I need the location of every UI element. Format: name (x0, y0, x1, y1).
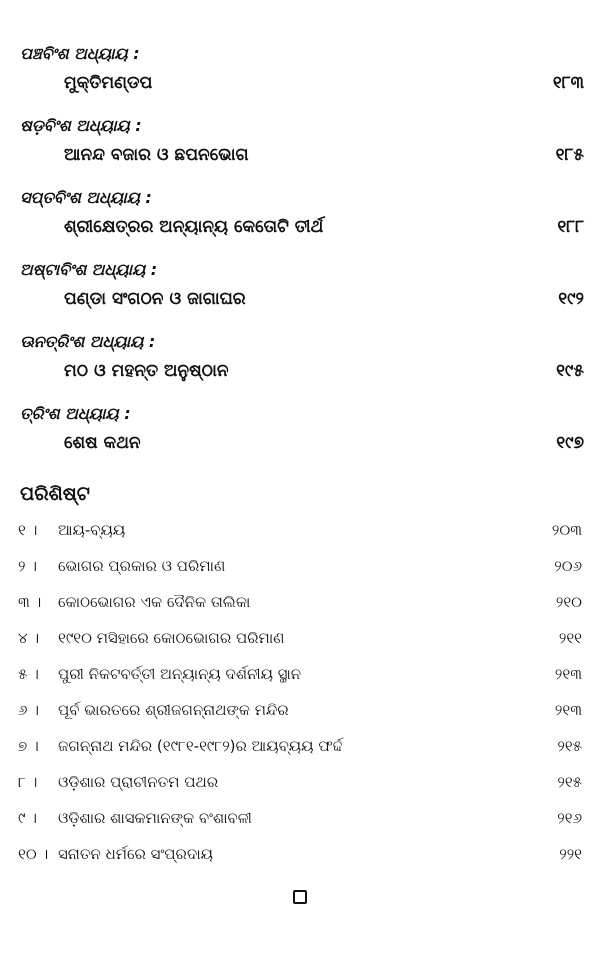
appendix-item-title: ପୂର୍ବ ଭାରତରେ ଶ୍ରୀଜଗନ୍ନାଥଙ୍କ ମନ୍ଦିର (58, 701, 289, 719)
appendix-item (0, 663, 600, 687)
appendix-item-title: ଓଡ଼ିଶାର ଶାସକମାନଙ୍କ ବଂଶାବଳୀ (58, 809, 252, 827)
appendix-item-number: ୧୦ । (18, 845, 49, 863)
chapter-page-number: ୧୯୫ (556, 361, 584, 381)
appendix-item-title: କୋଠଭୋଗର ଏକ ଦୈନିକ ତାଲିକା (58, 593, 251, 611)
appendix-item-number: ୪ । (18, 629, 40, 647)
appendix-item-title: ଆୟ-ବ୍ୟୟ (58, 521, 126, 539)
appendix-item (0, 591, 600, 615)
appendix-item-page: ୨୦୬ (554, 557, 582, 575)
appendix-item-number: ୫ । (18, 665, 39, 683)
appendix-item-page: ୨୧୦ (555, 593, 582, 611)
end-square-icon (293, 890, 307, 904)
appendix-item (0, 735, 600, 759)
appendix-item-title: ସନାତନ ଧର୍ମରେ ସଂପ୍ରଦାୟ (58, 845, 214, 863)
appendix-item-page: ୨୧୧ (558, 629, 582, 647)
appendix-item-title: ୧୯୧୦ ମସିହାରେ କୋଠଭୋଗର ପରିମାଣ (58, 629, 285, 647)
chapter-title: ମଠ ଓ ମହନ୍ତ ଅନୁଷ୍ଠାନ (64, 361, 229, 381)
appendix-item-number: ୧ । (18, 521, 38, 539)
appendix-item-number: ୭ । (18, 737, 39, 755)
chapter-title: ଶ୍ରୀକ୍ଷେତ୍ରର ଅନ୍ୟାନ୍ୟ କେତୋଟି ତୀର୍ଥ (64, 217, 324, 237)
chapter-heading: ଊନତ୍ରିଂଶ ଅଧ୍ୟାୟ : (20, 332, 156, 351)
chapter-entry-25 (0, 44, 600, 116)
appendix-item-title: ଜଗନ୍ନାଥ ମନ୍ଦିର (୧୯୮୧-୧୯୮୨)ର ଆୟବ୍ୟୟ ଫର୍ଦ୍ଦ (58, 737, 343, 755)
appendix-item-page: ୨୦୩ (551, 521, 582, 539)
chapter-page-number: ୧୯୭ (556, 433, 584, 453)
chapter-page-number: ୧୮୩ (552, 73, 584, 93)
chapter-entry-29 (0, 332, 600, 404)
chapter-entry-26 (0, 116, 600, 188)
chapter-entry-28 (0, 260, 600, 332)
appendix-item (0, 771, 600, 795)
chapter-page-number: ୧୮୫ (555, 145, 584, 165)
appendix-item-title: ଓଡ଼ିଶାର ପ୍ରାଚୀନତମ ପଥର (58, 773, 219, 791)
chapter-page-number: ୧୯୨ (558, 289, 584, 309)
appendix-item (0, 843, 600, 867)
chapter-heading: ପଞ୍ଚବିଂଶ ଅଧ୍ୟାୟ : (20, 44, 140, 63)
appendix-item-number: ୯ । (18, 809, 37, 827)
appendix-item (0, 519, 600, 543)
appendix-item-page: ୨୧୫ (557, 737, 582, 755)
chapter-heading: ଅଷ୍ଟାବିଂଶ ଅଧ୍ୟାୟ : (20, 260, 158, 279)
appendix-item-number: ୬ । (18, 701, 39, 719)
appendix-item-title: ଭୋଗର ପ୍ରକାର ଓ ପରିମାଣ (58, 557, 226, 575)
appendix-item-number: ୩ । (18, 593, 42, 611)
chapter-entry-30 (0, 404, 600, 476)
appendix-item-page: ୨୨୧ (559, 845, 582, 863)
appendix-item-page: ୨୧୫ (557, 773, 582, 791)
appendix-item-title: ପୁରୀ ନିକଟବର୍ତ୍ତୀ ଅନ୍ୟାନ୍ୟ ଦର୍ଶନୀୟ ସ୍ଥାନ (58, 665, 302, 683)
appendix-title: ପରିଶିଷ୍ଟ (20, 483, 90, 505)
appendix-item (0, 807, 600, 831)
chapter-page-number: ୧୮୮ (557, 217, 584, 237)
chapter-title: ଆନନ୍ଦ ବଜାର ଓ ଛପନଭୋଗ (64, 145, 249, 165)
chapter-title: ପଣ୍ଡା ସଂଗଠନ ଓ ଜାଗାଘର (64, 289, 246, 309)
appendix-item-page: ୨୧୬ (557, 809, 582, 827)
chapter-heading: ସପ୍ତବିଂଶ ଅଧ୍ୟାୟ : (20, 188, 152, 207)
appendix-item (0, 555, 600, 579)
appendix-item-number: ୮ । (18, 773, 38, 791)
chapter-heading: ଷଡ଼ବିଂଶ ଅଧ୍ୟାୟ : (20, 116, 142, 135)
appendix-item-page: ୨୧୩ (554, 701, 582, 719)
chapter-title: ମୁକ୍ତିମଣ୍ଡପ (64, 73, 153, 93)
chapter-heading: ତ୍ରିଂଶ ଅଧ୍ୟାୟ : (20, 404, 131, 423)
chapter-entry-27 (0, 188, 600, 260)
appendix-item (0, 627, 600, 651)
appendix-item-number: ୨ । (18, 557, 37, 575)
chapter-title: ଶେଷ କଥନ (64, 433, 141, 453)
appendix-item-page: ୨୧୩ (554, 665, 582, 683)
appendix-item (0, 699, 600, 723)
